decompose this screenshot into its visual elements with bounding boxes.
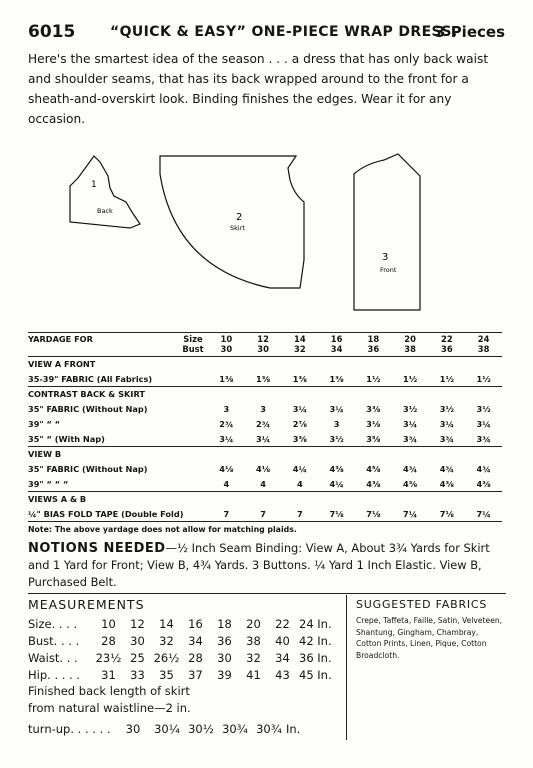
yardage-cell: 4⅛ (256, 463, 271, 474)
yardage-section-title: VIEW B (28, 447, 502, 462)
measurement-value-last: 36 In. (299, 650, 332, 665)
yardage-cell: 1½ (476, 373, 491, 384)
yardage-row-label: 35" FABRIC (Without Nap) (28, 403, 148, 414)
measurement-value: 37 (188, 667, 203, 682)
yardage-row-label: 35" FABRIC (Without Nap) (28, 463, 148, 474)
yardage-cell: 1⅜ (292, 373, 307, 384)
measurement-value: 34 (188, 633, 203, 648)
pattern-number: 6015 (28, 22, 76, 42)
yardage-row-label: ¼" BIAS FOLD TAPE (Double Fold) (28, 508, 184, 519)
yardage-row-label: 39" “ “ (28, 418, 61, 429)
piece-count: 3 Pieces (435, 23, 505, 41)
yardage-cell: 3¾ (476, 433, 491, 444)
yardage-cell: 3 (223, 403, 230, 414)
measurement-value: 32 (159, 633, 174, 648)
yardage-cell: 4⅛ (219, 463, 234, 474)
yardage-cell: 4 (297, 478, 303, 489)
yardage-cell: 2⅞ (292, 418, 307, 429)
yardage-row (28, 416, 502, 431)
turnup-value: 30½ (188, 721, 214, 736)
yardage-cell: 1⅜ (329, 373, 344, 384)
measurement-value-last: 45 In. (299, 667, 332, 682)
yardage-section-title: CONTRAST BACK & SKIRT (28, 387, 502, 402)
finished-length-line-2: from natural waistline—2 in. (28, 701, 191, 715)
yardage-cell: 7 (223, 508, 230, 519)
measurement-value: 10 (101, 616, 116, 631)
measurements-title: MEASUREMENTS (28, 597, 145, 612)
yardage-table: YARDAGE FOR Size Bust 10 30 12 30 14 32 16 34 18 36 20 38 22 36 24 38 VIEW A FRONT 35-39" FABRIC (All Fabrics) 1⅜ 1⅜ 1⅜ 1⅜ 1½ 1½ 1½ 1½ CONTRAST BACK & SKIRT 35" FABRIC (Without Nap) 3 3 3¼ 3¼ 3⅜ 3½ 3½ 3½ 39" “ “ 2¾ 2¾ 2⅞ 3 3⅛ 3¼ 3¼ 3¼ 35" “ (With Nap) 3¼ 3¼ 3⅜ 3½ 3⅝ 3¾ 3¾ 3¾ VIEW B 35" FABRIC (Without Nap) 4⅛ 4⅛ 4¼ 4⅜ 4⅝ 4¾ 4¾ 4¾ 39" “ “ “ 4 4 4 4¼ 4⅜ 4⅜ 4⅜ 4⅜ VIEWS A & B ¼" BIAS FOLD TAPE (Double Fold) 7 7 7 7⅛ 7⅛ 7¼ 7⅛ 7¼ Note: The above yardage does not allow for matching plaids. (28, 332, 502, 536)
measurement-value: 28 (188, 650, 203, 665)
piece-3-label: Front (380, 266, 397, 274)
turnup-label: turn-up. . . . . . (28, 721, 111, 736)
turnup-unit: In. (286, 721, 301, 736)
yardage-cell: 4 (223, 478, 230, 489)
measurement-value: 36 (217, 633, 232, 648)
yardage-cell: 3¼ (219, 433, 234, 444)
yardage-cell: 2¾ (256, 418, 271, 429)
yardage-row-label: 35" “ (With Nap) (28, 433, 105, 444)
yardage-row (28, 371, 502, 387)
yardage-cell: 4⅜ (329, 463, 344, 474)
measurement-value-last: 42 In. (299, 633, 332, 648)
yardage-cell: 1½ (366, 373, 381, 384)
measurement-value: 16 (188, 616, 203, 631)
yardage-cell: 3¼ (256, 433, 271, 444)
yardage-cell: 4 (260, 478, 266, 489)
piece-front (354, 154, 420, 310)
notions-text: —½ Inch Seam Binding: View A, About 3¾ Yards for Skirt and 1 Yard for Front; View B, 4¾ Yards. 3 Buttons. ¼ Yard 1 Inch Elastic. View B, Purchased Belt. (28, 541, 490, 589)
measurement-value: 30 (217, 650, 232, 665)
yardage-cell: 3 (333, 418, 340, 429)
yardage-cell: 3⅝ (366, 433, 381, 444)
measurement-row (28, 649, 339, 666)
yardage-cell: 4¼ (329, 478, 344, 489)
yardage-cell: 3¼ (292, 403, 307, 414)
yardage-cell: 1⅜ (256, 373, 271, 384)
measurement-value: 25 (130, 650, 145, 665)
yardage-cell: 7⅛ (439, 508, 454, 519)
measurements-section (28, 597, 346, 737)
yardage-cell: 7¼ (403, 508, 418, 519)
yardage-cell: 4¼ (292, 463, 307, 474)
fabrics-text: Crepe, Taffeta, Faille, Satin, Velveteen, Shantung, Gingham, Chambray, Cotton Prints, Linen, Pique, Cotton Broadcloth. (356, 616, 503, 660)
turnup-value: 30¾ (222, 721, 248, 736)
measurement-row (28, 666, 339, 683)
yardage-section-title: VIEW A FRONT (28, 357, 502, 372)
measurement-value: 39 (217, 667, 232, 682)
fabrics-title: SUGGESTED FABRICS (356, 598, 488, 611)
turnup-value: 30¼ (154, 721, 180, 736)
measurement-label: Bust. . . . (28, 633, 80, 648)
measurement-value: 43 (275, 667, 290, 682)
yardage-cell: 3½ (476, 403, 491, 414)
measurement-value: 41 (246, 667, 261, 682)
yardage-cell: 4⅜ (366, 478, 381, 489)
divider-horizontal (28, 593, 506, 594)
yardage-label: YARDAGE FOR (28, 334, 93, 344)
size-bust-label: Size Bust (182, 334, 204, 354)
measurement-value: 38 (246, 633, 261, 648)
description: Here's the smartest idea of the season . . . a dress that has only back waist and shoulder seams, that has its back wrapped around to the front for a sheath-and-overskirt look. Binding finishes the edges. Wear it for any occasion. (28, 52, 489, 126)
yardage-row (28, 506, 502, 522)
piece-2-number: 2 (236, 212, 243, 223)
yardage-cell: 3¼ (329, 403, 344, 414)
header (28, 22, 505, 44)
yardage-section-title: VIEWS A & B (28, 492, 502, 507)
measurement-value: 40 (275, 633, 290, 648)
turnup-value: 30¾ (256, 721, 282, 736)
piece-1-number: 1 (91, 180, 97, 190)
turnup-value: 30 (125, 721, 141, 736)
yardage-cell: 4¾ (403, 463, 418, 474)
yardage-note: Note: The above yardage does not allow for matching plaids. (28, 522, 502, 537)
measurement-value: 14 (159, 616, 174, 631)
yardage-cell: 3¼ (439, 418, 454, 429)
yardage-cell: 3¼ (476, 418, 491, 429)
yardage-cell: 7 (297, 508, 303, 519)
yardage-cell: 3 (260, 403, 266, 414)
yardage-cell: 3⅜ (366, 403, 381, 414)
measurement-value: 34 (275, 650, 290, 665)
yardage-row (28, 431, 502, 447)
yardage-cell: 7 (260, 508, 266, 519)
piece-2-label: Skirt (230, 224, 245, 232)
measurement-value: 23½ (95, 650, 122, 665)
yardage-cell: 3⅜ (292, 433, 307, 444)
yardage-row-label: 35-39" FABRIC (All Fabrics) (28, 373, 153, 384)
yardage-cell: 3½ (329, 433, 344, 444)
yardage-cell: 3½ (403, 403, 418, 414)
yardage-cell: 4⅜ (476, 478, 491, 489)
pattern-pieces-diagram (0, 150, 533, 335)
yardage-cell: 7⅛ (329, 508, 344, 519)
yardage-cell: 1½ (439, 373, 454, 384)
measurement-value: 18 (217, 616, 232, 631)
turnup-table (28, 720, 314, 737)
yardage-cell: 4¾ (476, 463, 491, 474)
yardage-cell: 3⅛ (366, 418, 381, 429)
yardage-row (28, 401, 502, 416)
yardage-cell: 4⅝ (366, 463, 381, 474)
yardage-row (28, 461, 502, 476)
yardage-row-label: 39" “ “ “ (28, 478, 69, 489)
yardage-cell: 3¼ (403, 418, 418, 429)
yardage-cell: 4¾ (439, 463, 454, 474)
measurement-label: Hip. . . . . (28, 667, 81, 682)
yardage-cell: 3¾ (439, 433, 454, 444)
pattern-title: “QUICK & EASY” ONE-PIECE WRAP DRESS. (110, 24, 458, 40)
measurement-value: 26½ (153, 650, 180, 665)
yardage-cell: 3½ (439, 403, 454, 414)
measurement-value: 30 (130, 633, 145, 648)
measurement-value: 12 (130, 616, 145, 631)
yardage-cell: 1½ (403, 373, 418, 384)
measurement-value: 33 (130, 667, 145, 682)
suggested-fabrics-section (356, 598, 506, 661)
piece-3-number: 3 (382, 252, 389, 263)
measurement-value: 28 (101, 633, 116, 648)
measurement-row (28, 615, 339, 632)
finished-length-line-1: Finished back length of skirt (28, 684, 190, 698)
measurements-table (28, 615, 339, 683)
yardage-cell: 4⅜ (403, 478, 418, 489)
yardage-cell: 7⅛ (366, 508, 381, 519)
yardage-cell: 1⅜ (219, 373, 234, 384)
yardage-cell: 4⅜ (439, 478, 454, 489)
yardage-cell: 7¼ (476, 508, 491, 519)
measurement-label: Waist. . . (28, 650, 78, 665)
measurement-value-last: 24 In. (299, 616, 332, 631)
measurement-value: 32 (246, 650, 261, 665)
piece-1-label: Back (97, 207, 113, 215)
piece-back (70, 156, 140, 228)
divider-vertical (346, 595, 347, 740)
measurement-value: 22 (275, 616, 290, 631)
measurement-value: 20 (246, 616, 261, 631)
notions-title: NOTIONS NEEDED (28, 541, 166, 556)
yardage-row (28, 476, 502, 492)
yardage-cell: 2¾ (219, 418, 234, 429)
measurement-row (28, 632, 339, 649)
piece-skirt (160, 156, 304, 288)
measurement-label: Size. . . . (28, 616, 78, 631)
yardage-cell: 3¾ (403, 433, 418, 444)
notions-section (28, 540, 506, 591)
measurement-value: 31 (101, 667, 116, 682)
measurement-value: 35 (159, 667, 174, 682)
